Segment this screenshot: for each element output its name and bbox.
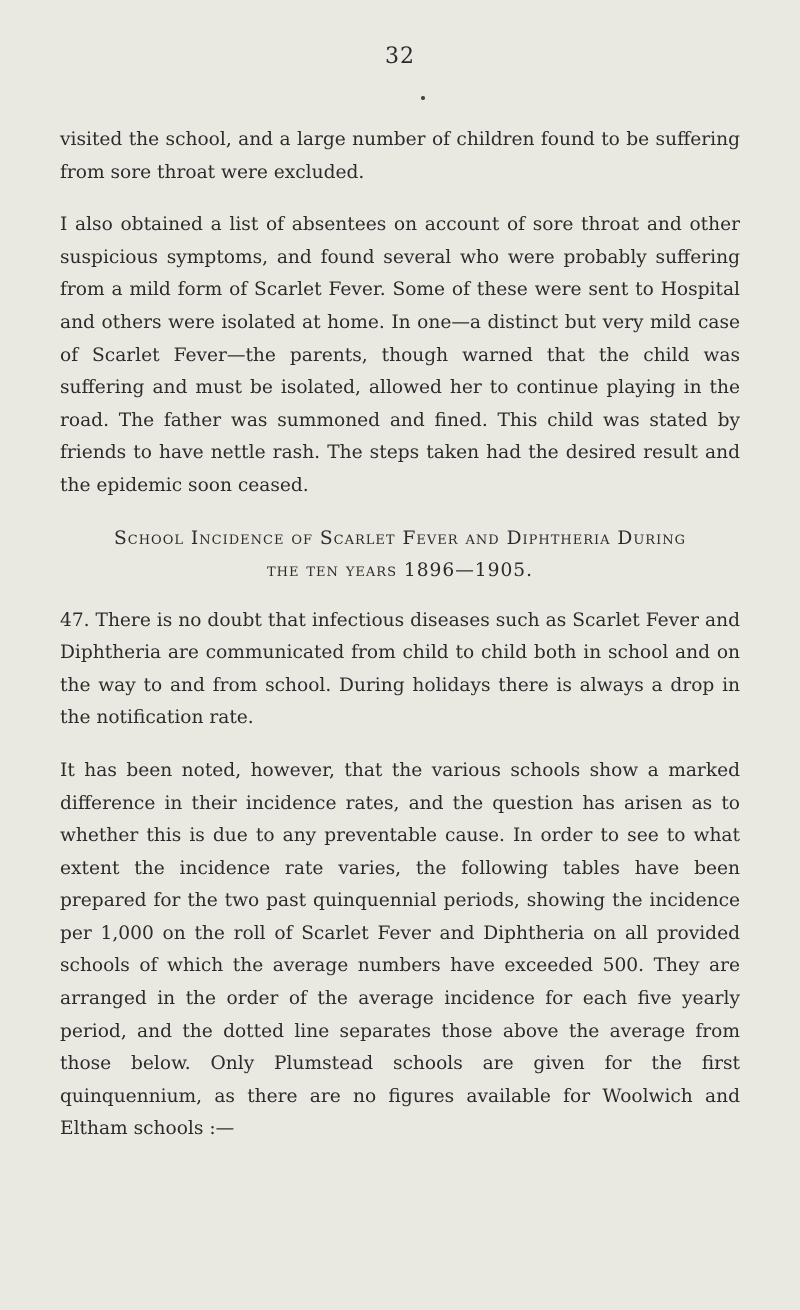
paragraph-continuation: visited the school, and a large number of children found to be suffering from sore throat were excluded.: [60, 129, 740, 183]
page-number: 32: [385, 44, 415, 69]
paragraph-47: 47. There is no doubt that infectious diseases such as Scarlet Fever and Diphtheria are communicated from child to child both in school and on the way to and from school. During holidays there is always a drop in the notification rate.: [60, 609, 740, 729]
section-heading: [60, 523, 740, 587]
section-heading-line2: the ten years 1896—1905.: [266, 559, 534, 581]
page-body: [60, 124, 740, 1166]
section-heading-line1: School Incidence of Scarlet Fever and Diphtheria During: [114, 527, 686, 549]
paragraph-incidence-rates: It has been noted, however, that the various schools show a marked difference in their incidence rates, and the question has arisen as to whether this is due to any preventable cause. In order to see to what extent the incidence rate varies, the following tables have been prepared for the two past quinquennial periods, showing the incidence per 1,000 on the roll of Scarlet Fever and Diphtheria on all provided schools of which the average numbers have exceeded 500. They are arranged in the order of the average incidence for each five yearly period, and the dotted line separates those above the average from those below. Only Plumstead schools are given for the first quinquennium, as there are no figures available for Woolwich and Eltham schools :—: [60, 759, 740, 1140]
ink-speck: [421, 96, 425, 100]
paragraph-absentees: I also obtained a list of absentees on account of sore throat and other suspicious symptoms, and found several who were probably suffering from a mild form of Scarlet Fever. Some of these were sent to Hospital and others were isolated at home. In one—a distinct but very mild case of Scarlet Fever—the parents, though warned that the child was suffering and must be isolated, allowed her to continue playing in the road. The father was summoned and fined. This child was stated by friends to have nettle rash. The steps taken had the desired result and the epidemic soon ceased.: [60, 214, 740, 496]
